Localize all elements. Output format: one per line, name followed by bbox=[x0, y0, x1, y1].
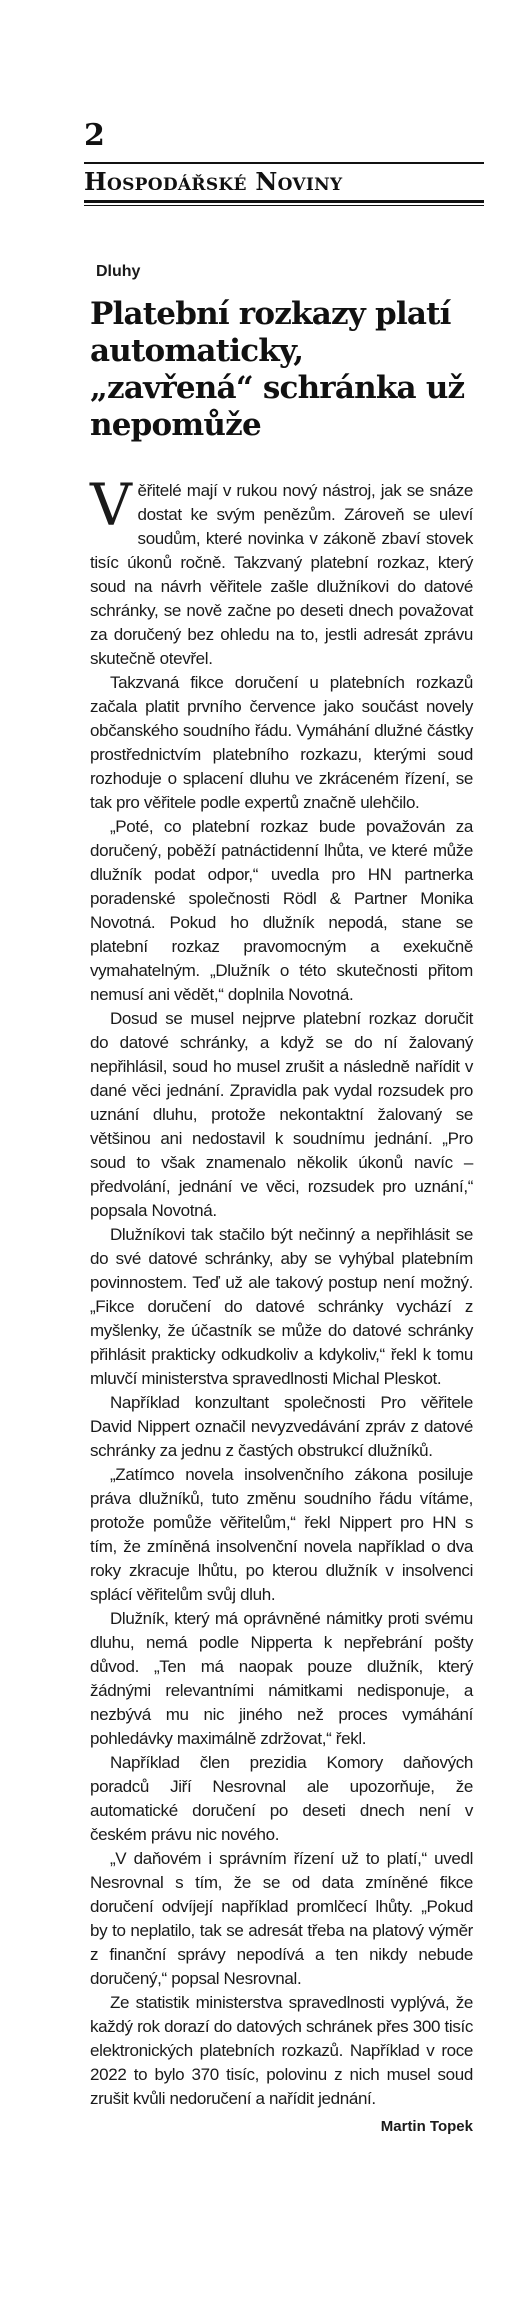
paragraph-8: Dlužník, který má oprávněné námitky proti svému dluhu, nemá podle Nipperta k nepřebrání pošty důvod. „Ten má naopak pouze dlužník, který žádnými relevantními námitkami nedisponuje, a nezbývá mu nic jiného než proces vymáhání pohledávky maximálně zdržovat,“ řekl. bbox=[90, 1609, 473, 1748]
paragraph-3: „Poté, co platební rozkaz bude považován za doručený, poběží patnáctidenní lhůta, ve které může dlužník podat odpor,“ uvedla pro HN partnerka poradenské společnosti Rödl & Partner Monika Novotná. Pokud ho dlužník nepodá, stane se platební rozkaz pravomocným a exekučně vymahatelným. „Dlužník o této skutečnosti přitom nemusí ani vědět,“ doplnila Novotná. bbox=[90, 817, 473, 1004]
masthead-bottom-rule bbox=[84, 200, 484, 203]
paragraph-10: „V daňovém i správním řízení už to platí,“ uvedl Nesrovnal s tím, že se od data zmíněné fikce doručení odvíjejí například promlčecí lhůty. „Pokud by to neplatilo, tak se adresát třeba na platový výměr z finanční správy nepodívá a ten nikdy nebude doručený,“ popsal Nesrovnal. bbox=[90, 1849, 473, 1988]
headline: Platební rozkazy platí automaticky, „zavřená“ schránka už nepomůže bbox=[90, 296, 465, 443]
paragraph-2: Takzvaná fikce doručení u platebních rozkazů začala platit prvního července jako součást novely občanského soudního řádu. Vymáhání dlužné částky prostřednictvím platebního rozkazu, kterými soud rozhoduje o splacení dluhu ve zkráceném řízení, se tak pro věřitele podle expertů značně ulehčilo. bbox=[90, 673, 473, 812]
section-label: Dluhy bbox=[96, 263, 141, 280]
masthead-top-rule bbox=[84, 162, 484, 164]
page-number: 2 bbox=[84, 118, 105, 153]
author-byline: Martin Topek bbox=[380, 2118, 473, 2135]
paragraph-11: Ze statistik ministerstva spravedlnosti vyplývá, že každý rok dorazí do datových schránek přes 300 tisíc elektronických platebních rozkazů. Například v roce 2022 to bylo 370 tisíc, polovinu z nich musel soud zrušit kvůli nedoručení a nařídit jednání. bbox=[90, 1993, 473, 2108]
paragraph-4: Dosud se musel nejprve platební rozkaz doručit do datové schránky, a když se do ní žalovaný nepřihlásil, soud ho musel zrušit a následně nařídit v dané věci jednání. Zpravidla pak vydal rozsudek pro uznání dluhu, protože nekontaktní žalovaný se většinou ani nedostavil k soudnímu jednání. „Pro soud to však znamenalo několik úkonů navíc – předvolání, jednání ve věci, rozsudek pro uznání,“ popsala Novotná. bbox=[90, 1009, 473, 1220]
masthead-bottom-thin-rule bbox=[84, 205, 484, 206]
masthead: Hospodářské Noviny bbox=[84, 167, 343, 196]
paragraph-7: „Zatímco novela insolvenčního zákona posiluje práva dlužníků, tuto změnu soudního řádu vítáme, protože pomůže věřitelům,“ řekl Nippert pro HN s tím, že zmíněná insolvenční novela například o dva roky zkracuje lhůtu, po kterou dlužník v insolvenci splácí věřitelům svůj dluh. bbox=[90, 1465, 473, 1604]
paragraph-1 bbox=[90, 471, 473, 671]
paragraph-9: Například člen prezidia Komory daňových poradců Jiří Nesrovnal ale upozorňuje, že automatické doručení po deseti dnech není v českém právu nic nového. bbox=[90, 1753, 473, 1844]
paragraph-6: Například konzultant společnosti Pro věřitele David Nippert označil nevyzvedávání zpráv z datové schránky za jednu z častých obstrukcí dlužníků. bbox=[90, 1393, 473, 1460]
article-body bbox=[90, 471, 473, 2111]
drop-cap: V bbox=[90, 471, 132, 539]
paragraph-5: Dlužníkovi tak stačilo být nečinný a nepřihlásit se do své datové schránky, aby se vyhýbal platebním povinnostem. Teď už ale takový postup není možný. „Fikce doručení do datové schránky vychází z myšlenky, že účastník se může do datové schránky přihlásit prakticky odkudkoliv a kdykoliv,“ řekl k tomu mluvčí ministerstva spravedlnosti Michal Pleskot. bbox=[90, 1225, 473, 1388]
article bbox=[90, 262, 473, 2137]
paragraph-1-text: ěřitelé mají v rukou nový nástroj, jak se snáze dostat ke svým penězům. Zároveň se uleví soudům, které novinka v zákoně zbaví stovek tisíc úkonů ročně. Takzvaný platební rozkaz, který soud na návrh věřitele zašle dlužníkovi do datové schránky, se nově začne po deseti dnech považovat za doručený bez ohledu na to, jestli adresát zprávu skutečně otevřel. bbox=[90, 481, 473, 668]
